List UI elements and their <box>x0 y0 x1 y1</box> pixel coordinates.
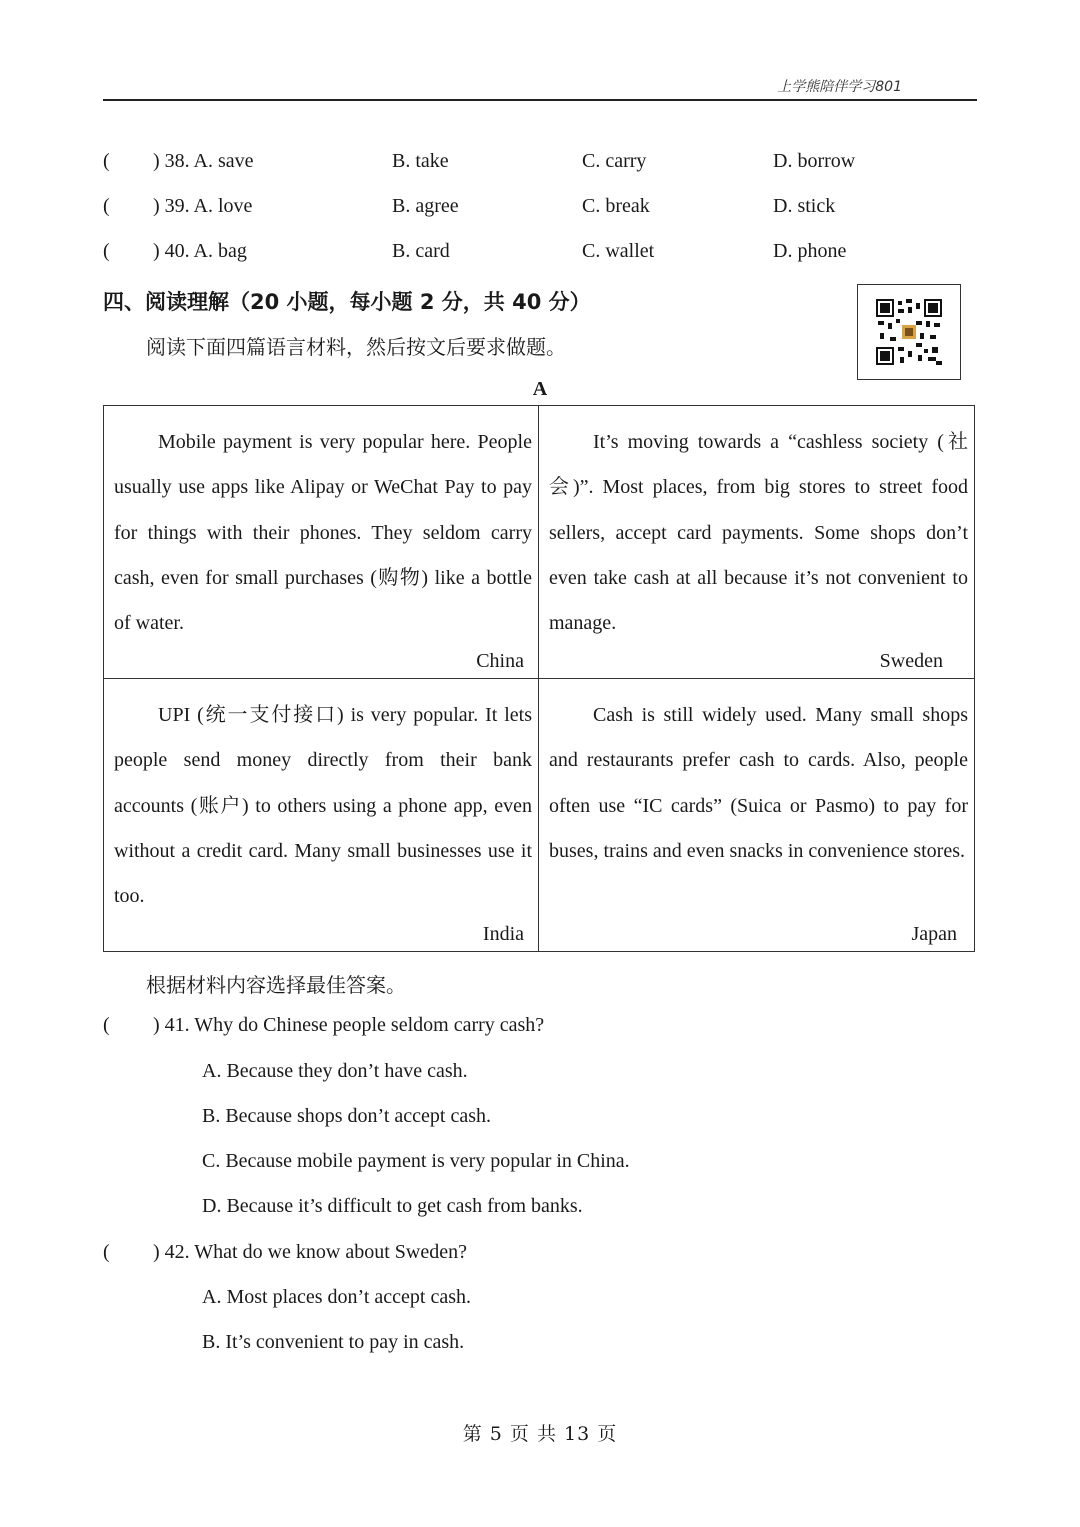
passage-text: It’s moving towards a “cashless society (社会)”. Most places, from big stores to street food sellers, accept card payments. Some shops don’t even take cash at all because it’s not convenient to manage. <box>549 431 968 635</box>
questions-instruction: 根据材料内容选择最佳答案。 <box>146 973 406 997</box>
question-text: ) 42. What do we know about Sweden? <box>153 1241 468 1263</box>
qr-code-icon <box>876 299 942 365</box>
question-42-option-a[interactable]: A. Most places don’t accept cash. <box>202 1286 471 1308</box>
answer-paren[interactable]: ( <box>103 195 110 217</box>
cloze-row-40 <box>103 240 923 268</box>
page-number-footer: 第 5 页 共 13 页 <box>462 1423 618 1445</box>
question-41-option-b[interactable]: B. Because shops don’t accept cash. <box>202 1105 491 1127</box>
passage-text: UPI (统一支付接口) is very popular. It lets people send money directly from their bank accounts (账户) to others using a phone app, even without a credit card. Many small businesses use it too. <box>114 704 532 908</box>
passage-grid <box>103 405 975 952</box>
answer-paren[interactable]: ( <box>103 240 110 262</box>
option-a: ) 38. A. save <box>153 150 254 172</box>
question-42-option-b[interactable]: B. It’s convenient to pay in cash. <box>202 1331 465 1353</box>
option-b: B. take <box>392 150 449 172</box>
country-label: China <box>476 650 524 672</box>
cloze-row-38 <box>103 150 923 178</box>
option-c: C. wallet <box>582 240 655 262</box>
country-label: Sweden <box>879 650 943 672</box>
option-d: D. borrow <box>773 150 856 172</box>
option-a: ) 39. A. love <box>153 195 253 217</box>
option-d: D. stick <box>773 195 836 217</box>
option-c: C. carry <box>582 150 647 172</box>
option-a: ) 40. A. bag <box>153 240 247 262</box>
answer-paren[interactable]: ( <box>103 1241 110 1263</box>
cloze-row-39 <box>103 195 923 223</box>
passage-text: Cash is still widely used. Many small shops and restaurants prefer cash to cards. Also, people often use “IC cards” (Suica or Pasmo) to pay for buses, trains and even snacks in convenience stores. <box>549 704 968 862</box>
answer-paren[interactable]: ( <box>103 1014 110 1036</box>
passage-cell-sweden <box>539 406 974 679</box>
qr-code-frame[interactable] <box>857 284 961 380</box>
section-instruction: 阅读下面四篇语言材料，然后按文后要求做题。 <box>146 335 566 359</box>
passage-cell-india <box>104 679 539 951</box>
question-text: ) 41. Why do Chinese people seldom carry cash? <box>153 1014 545 1036</box>
option-b: B. agree <box>392 195 459 217</box>
option-d: D. phone <box>773 240 847 262</box>
question-41-option-a[interactable]: A. Because they don’t have cash. <box>202 1060 468 1082</box>
option-b: B. card <box>392 240 450 262</box>
passage-label: A <box>532 378 548 400</box>
country-label: Japan <box>911 923 957 945</box>
page-header-title: 上学熊陪伴学习801 <box>777 79 902 95</box>
passage-cell-japan <box>539 679 974 951</box>
passage-text: Mobile payment is very popular here. People usually use apps like Alipay or WeChat Pay to pay for things with their phones. They seldom carry cash, even for small purchases (购物) like a bottle of water. <box>114 431 532 635</box>
header-divider <box>103 99 977 101</box>
option-c: C. break <box>582 195 650 217</box>
question-41-option-d[interactable]: D. Because it’s difficult to get cash from banks. <box>202 1195 583 1217</box>
question-41-option-c[interactable]: C. Because mobile payment is very popular in China. <box>202 1150 630 1172</box>
section-title: 四、阅读理解（20 小题，每小题 2 分，共 40 分） <box>103 290 591 314</box>
passage-cell-china <box>104 406 539 679</box>
answer-paren[interactable]: ( <box>103 150 110 172</box>
country-label: India <box>482 923 524 945</box>
